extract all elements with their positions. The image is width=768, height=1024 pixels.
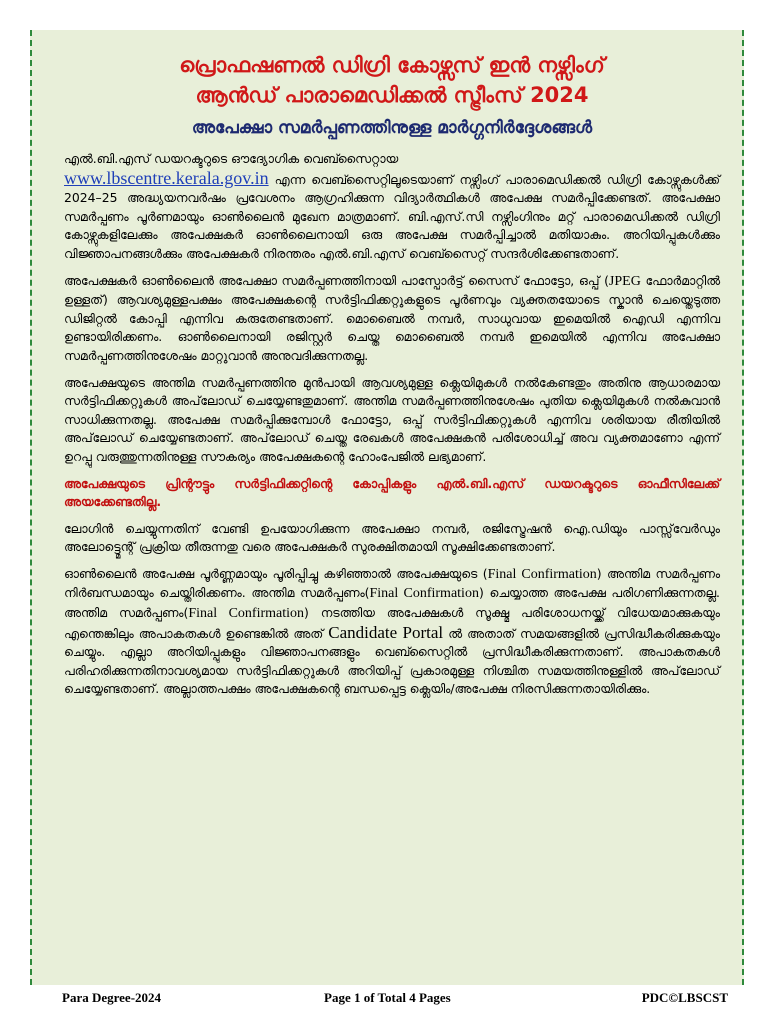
- para6-final-confirmation-3: Final Confirmation: [188, 606, 305, 622]
- paragraph-claims: അപേക്ഷയുടെ അന്തിമ സമർപ്പണത്തിനു മുൻപായി ആവശ്യമുള്ള ക്ലെയിമുകൾ നൽകേണ്ടതും അതിനു ആധാരമായ സർട്ടിഫിക്കറ്റുകൾ അപ്‌ലോഡ് ചെയ്യേണ്ടതുമാണ്. അന്തിമ സമർപ്പണത്തിനുശേഷം പുതിയ ക്ലെയിമുകൾ നൽകുവാൻ സാധിക്കുന്നതല്ല. അപേക്ഷ സമർപ്പിക്കുമ്പോൾ ഫോട്ടോ, ഒപ്പ് സർട്ടിഫിക്കറ്റുകൾ എന്നിവ ശരിയായ രീതിയിൽ അപ്‌ലോഡ് ചെയ്യേണ്ടതാണ്. അപ്‌ലോഡ് ചെയ്ത രേഖകൾ അപേക്ഷകൻ പരിശോധിച്ച് അവ വ്യക്തമാണോ എന്ന് ഉറപ്പു വരുത്തുന്നതിനുള്ള സൗകര്യം അപേക്ഷകന്റെ ഹോംപേജിൽ ലഭ്യമാണ്.: [64, 374, 720, 464]
- footer-page-number: Page 1 of Total 4 Pages: [324, 990, 451, 1005]
- paragraph-no-printout-notice: അപേക്ഷയുടെ പ്രിന്റൗട്ടും സർട്ടിഫിക്കറ്റിന്റെ കോപ്പികളും എൽ.ബി.എസ് ഡയറക്ടറുടെ ഓഫീസിലേക്ക് അയക്കേണ്ടതില്ല.: [64, 475, 720, 510]
- para6-text-i: ൽ അതാത് സമയങ്ങളിൽ പ്രസിദ്ധീകരിക്കുകയും ചെയ്യും. എല്ലാ അറിയിപ്പുകളും വിജ്ഞാപനങ്ങളും വെബ്സൈറ്റിൽ പ്രസിദ്ധീകരിക്കുന്നതാണ്. അപാകതകൾ പരിഹരിക്കുന്നതിനാവശ്യമായ സർട്ടിഫിക്കറ്റുകൾ അറിയിപ്പ് പ്രകാരമുള്ള നിശ്ചിത സമയത്തിനുള്ളിൽ അപ്‌ലോഡ് ചെയ്യേണ്ടതാണ്. അല്ലാത്തപക്ഷം അപേക്ഷകന്റെ ബന്ധപ്പെട്ട ക്ലെയിം/അപേക്ഷ നിരസിക്കുന്നതായിരിക്കും.: [64, 625, 720, 697]
- para1-rest: എന്ന വെബ്സൈറ്റിലൂടെയാണ് നഴ്സിംഗ് പാരാമെഡിക്കൽ ഡിഗ്രി കോഴ്സുകൾക്ക് 2024–25 അദ്ധ്യയനവർഷം പ്രവേശനം ആഗ്രഹിക്കുന്ന വിദ്യാർത്ഥികൾ അപേക്ഷ സമർപ്പിക്കേണ്ടത്. അപേക്ഷാ സമർപ്പണം പൂർണമായും ഓൺലൈൻ മുഖേന മാത്രമാണ്. ബി.എസ്.സി നഴ്സിംഗിനും മറ്റ് പാരാമെഡിക്കൽ ഡിഗ്രി കോഴ്സുകളിലേക്കും അപേക്ഷകർ ഓൺലൈനായി ഒരു അപേക്ഷ സമർപ്പിച്ചാൽ മതിയാകും. അറിയിപ്പുകൾക്കും വിജ്ഞാപനങ്ങൾക്കും അപേക്ഷകർ നിരന്തരം എൽ.ബി.എസ് വെബ്സൈറ്റ് സന്ദർശിക്കേണ്ടതാണ്.: [64, 171, 720, 261]
- para6-final-confirmation-2: Final Confirmation: [369, 586, 479, 602]
- para6-text-g: ) നടത്തിയ അപേക്ഷകൾ സൂക്ഷ്മ പരിശോധനയ്ക്ക് വിധേയമാക്കുകയും എന്തെങ്കിലും അപാകതകൾ ഉണ്ടെങ്കിൽ അത്: [64, 605, 720, 641]
- page-content: [64, 50, 720, 707]
- para2-text-c: ഫോർമാറ്റിൽ ഉള്ളത്) ആവശ്യമുള്ളപക്ഷം അപേക്ഷകന്റെ സർട്ടിഫിക്കറ്റുകളുടെ പൂർണവും വ്യക്തതയോടെ സ്കാൻ ചെയ്തെടുത്ത ഡിജിറ്റൽ കോപ്പി എന്നിവ കരുതേണ്ടതാണ്. മൊബൈൽ നമ്പർ, സാധുവായ ഇമെയിൽ ഐഡി എന്നിവ ഉണ്ടായിരിക്കണം. ഓൺലൈനായി രജിസ്റ്റർ ചെയ്ത മൊബൈൽ നമ്പർ ഇമെയിൽ എന്നിവ അപേക്ഷാ സമർപ്പണത്തിനുശേഷം മാറ്റുവാൻ അനുവദിക്കുന്നതല്ല.: [64, 272, 720, 363]
- subtitle: അപേക്ഷാ സമർപ്പണത്തിനുള്ള മാർഗ്ഗനിർദ്ദേശങ്ങൾ: [191, 118, 593, 138]
- paragraph-website-intro: [64, 150, 720, 264]
- para6-text-e: ) ചെയ്യാത്ത അപേക്ഷ പരിഗണിക്കുന്നതല്ല. അന്തിമ സമർപ്പണം(: [64, 585, 720, 621]
- page-footer: [62, 990, 728, 1010]
- paragraph-documents: [64, 272, 720, 366]
- paragraph-login-credentials: ലോഗിൻ ചെയ്യുന്നതിന് വേണ്ടി ഉപയോഗിക്കുന്ന അപേക്ഷാ നമ്പർ, രജിസ്ട്രേഷൻ ഐ.ഡിയും പാസ്സ്‌വേർഡും അലോട്ട്മെന്റ് പ്രക്രിയ തീരുന്നതു വരെ അപേക്ഷകർ സുരക്ഷിതമായി സൂക്ഷിക്കേണ്ടതാണ്.: [64, 520, 720, 555]
- footer-right: PDC©LBSCST: [641, 990, 728, 1005]
- para2-text-a: അപേക്ഷകർ ഓൺലൈൻ അപേക്ഷാ സമർപ്പണത്തിനായി പാസ്പോർട്ട് സൈസ് ഫോട്ടോ, ഒപ്പ് (: [64, 272, 609, 288]
- para6-candidate-portal: Candidate Portal: [328, 622, 444, 642]
- para6-final-confirmation-1: Final Confirmation: [487, 566, 597, 582]
- paragraph-final-confirmation: [64, 565, 720, 699]
- para2-jpeg: JPEG: [608, 273, 641, 289]
- footer-left: Para Degree-2024: [62, 990, 162, 1005]
- document-page: [30, 30, 744, 985]
- website-link[interactable]: www.lbscentre.kerala.gov.in: [64, 167, 269, 188]
- title-line-1: പ്രൊഫഷണൽ ഡിഗ്രി കോഴ്സസ് ഇൻ നഴ്സിംഗ്: [179, 53, 605, 77]
- para6-text-a: ഓൺലൈൻ അപേക്ഷ പൂർണ്ണമായും പൂരിപ്പിച്ചു കഴിഞ്ഞാൽ അപേക്ഷയുടെ (: [64, 565, 488, 581]
- title-line-2: ആൻഡ് പാരാമെഡിക്കൽ സ്ട്രീംസ് 2024: [195, 83, 589, 107]
- para6-text-c: ) അന്തിമ സമർപ്പണം നിർബന്ധമായും ചെയ്തിരിക്കണം. അന്തിമ സമർപ്പണം(: [64, 565, 721, 601]
- para1-intro: എൽ.ബി.എസ് ഡയറക്ടറുടെ ഔദ്യോഗിക വെബ്സൈറ്റായ: [64, 151, 399, 166]
